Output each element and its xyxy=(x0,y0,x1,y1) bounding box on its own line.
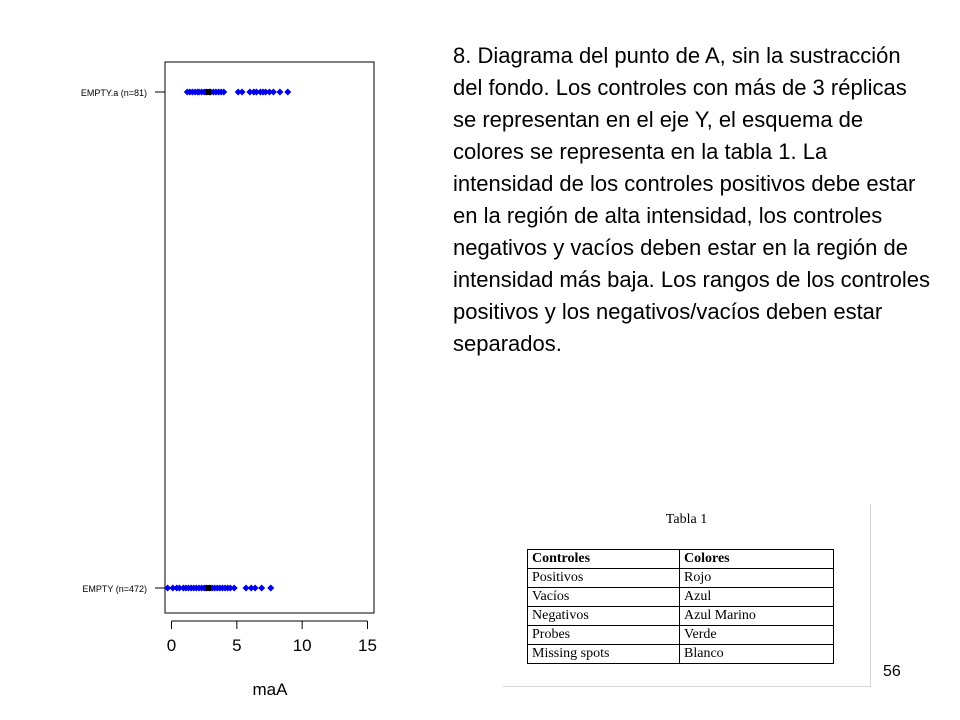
x-tick-label: 15 xyxy=(358,636,377,655)
data-point xyxy=(284,89,291,96)
x-tick-label: 10 xyxy=(292,636,312,655)
y-tick-label: EMPTY.a (n=81) xyxy=(80,88,147,98)
page-number: 56 xyxy=(883,663,901,680)
table-cell: Negativos xyxy=(528,607,680,626)
table-row xyxy=(528,626,834,645)
table-cell: Blanco xyxy=(680,645,834,664)
y-tick-label: EMPTY (n=472) xyxy=(82,584,147,594)
x-tick-label: 0 xyxy=(166,636,177,655)
dot-plot xyxy=(40,50,390,710)
table-row xyxy=(528,607,834,626)
header-colores: Colores xyxy=(680,550,834,569)
table-cell: Vacíos xyxy=(528,588,680,607)
x-tick-label: 5 xyxy=(232,636,242,655)
table-cell: Rojo xyxy=(680,569,834,588)
data-point xyxy=(239,89,246,96)
data-point xyxy=(270,89,277,96)
color-scheme-table xyxy=(527,549,834,664)
median-marker xyxy=(205,585,211,591)
data-point xyxy=(252,585,259,592)
description-text: 8. Diagrama del punto de A, sin la sustracción del fondo. Los controles con más de 3 réplicas se representan en el eje Y, el esquema de colores se representa en la tabla 1. La intensidad de los controles positivos debe estar en la región de alta intensidad, los controles negativos y vacíos deben estar en la región de intensidad más baja. Los rangos de los controles positivos y los negativos/vacíos deben estar separados. xyxy=(453,43,930,356)
table-row xyxy=(528,569,834,588)
table-cell: Missing spots xyxy=(528,645,680,664)
table-cell: Azul Marino xyxy=(680,607,834,626)
table-cell: Probes xyxy=(528,626,680,645)
table-title: Tabla 1 xyxy=(665,512,708,527)
table-1-image xyxy=(503,504,871,687)
table-cell: Azul xyxy=(680,588,834,607)
header-controles: Controles xyxy=(528,550,680,569)
table-row xyxy=(528,645,834,664)
table-cell: Positivos xyxy=(528,569,680,588)
table-cell: Verde xyxy=(680,626,834,645)
data-point xyxy=(258,585,265,592)
plot-frame xyxy=(165,62,374,613)
x-axis-label: maA xyxy=(252,680,288,699)
data-point xyxy=(231,585,238,592)
median-marker xyxy=(205,89,211,95)
table-row xyxy=(528,588,834,607)
table-header-row xyxy=(528,550,834,569)
data-point xyxy=(276,89,283,96)
data-point xyxy=(267,585,274,592)
